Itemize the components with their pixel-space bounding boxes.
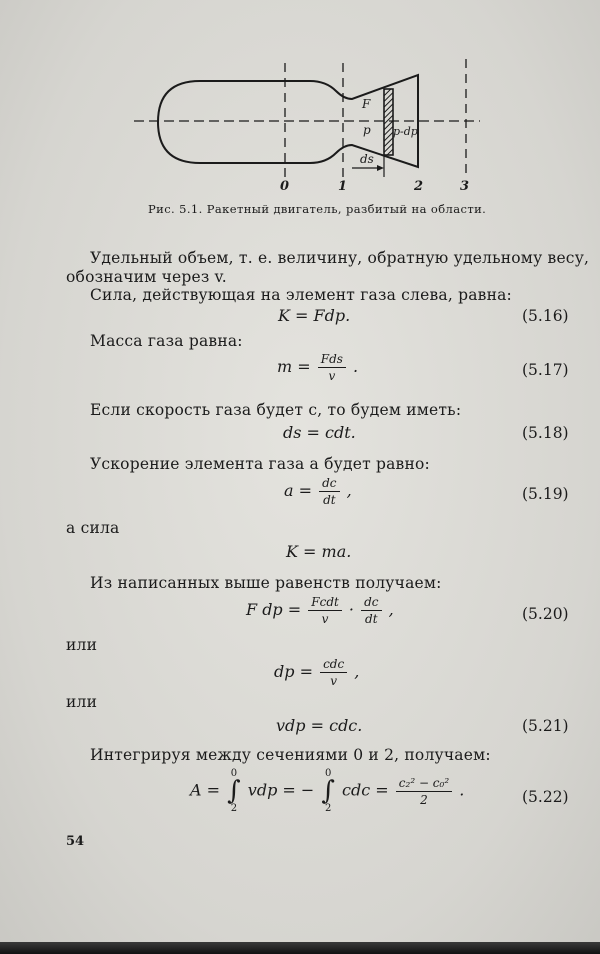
equation-5-16: K = Fdp. bbox=[278, 306, 351, 325]
section-label-0: 0 bbox=[280, 179, 290, 194]
label-p-dp: p-dp bbox=[393, 125, 418, 138]
section-label-1: 1 bbox=[338, 179, 348, 194]
paragraph-integrating: Интегрируя между сечениями 0 и 2, получаем: bbox=[90, 746, 491, 764]
equation-number-5-20: (5.20) bbox=[522, 605, 569, 623]
label-F: F bbox=[362, 97, 371, 111]
or-text-1: или bbox=[66, 636, 98, 654]
equation-number-5-16: (5.16) bbox=[522, 307, 569, 325]
equation-number-5-22: (5.22) bbox=[522, 788, 569, 806]
paragraph-specific-volume-line1: Удельный объем, т. е. величину, обратную удельному весу, bbox=[90, 249, 590, 267]
paragraph-from-equalities: Из написанных выше равенств получаем: bbox=[90, 574, 442, 592]
equation-5-18: ds = cdt. bbox=[283, 423, 356, 442]
equation-number-5-18: (5.18) bbox=[522, 424, 569, 442]
label-p: p bbox=[363, 123, 371, 137]
page-number: 54 bbox=[66, 834, 85, 849]
figure-caption: Рис. 5.1. Ракетный двигатель, разбитый на области. bbox=[148, 202, 487, 216]
equation-k-ma: K = ma. bbox=[286, 542, 352, 561]
equation-5-21: vdp = cdc. bbox=[276, 716, 363, 735]
equation-5-22: A = 0 ∫ 2 vdp = − 0 ∫ 2 cdc = $\frac{\text{c₂² − c₀²}}{2}$ . bbox=[190, 768, 465, 814]
paragraph-acceleration: Ускорение элемента газа a будет равно: bbox=[90, 455, 430, 473]
paragraph-mass: Масса газа равна: bbox=[90, 332, 243, 350]
equation-5-20: F dp = $\frac{\text{Fcdt}}{v}$ · $\frac{dc}{dt}$ , bbox=[246, 595, 394, 626]
integral-2: 0 ∫ 2 bbox=[321, 768, 335, 814]
equation-number-5-21: (5.21) bbox=[522, 717, 569, 735]
section-label-3: 3 bbox=[460, 179, 470, 194]
equation-number-5-19: (5.19) bbox=[522, 485, 569, 503]
paragraph-and-force: а сила bbox=[66, 519, 120, 537]
equation-dp: dp = $\frac{\text{cdc}}{v}$ , bbox=[274, 657, 360, 688]
equation-5-17: m = $\frac{\text{Fds}}{v}$ . bbox=[277, 352, 359, 383]
paragraph-velocity: Если скорость газа будет c, то будем иметь: bbox=[90, 401, 462, 419]
page-bottom-edge bbox=[0, 942, 600, 954]
or-text-2: или bbox=[66, 693, 98, 711]
section-label-2: 2 bbox=[414, 179, 424, 194]
paragraph-force: Сила, действующая на элемент газа слева, равна: bbox=[90, 286, 512, 304]
paragraph-specific-volume-line2: обозначим через v. bbox=[66, 268, 227, 286]
rocket-engine-figure bbox=[130, 55, 490, 195]
equation-number-5-17: (5.17) bbox=[522, 361, 569, 379]
gas-element bbox=[384, 89, 393, 155]
equation-5-19: a = $\frac{dc}{dt}$ , bbox=[284, 476, 352, 507]
integral-1: 0 ∫ 2 bbox=[227, 768, 241, 814]
label-ds: ds bbox=[360, 152, 374, 166]
